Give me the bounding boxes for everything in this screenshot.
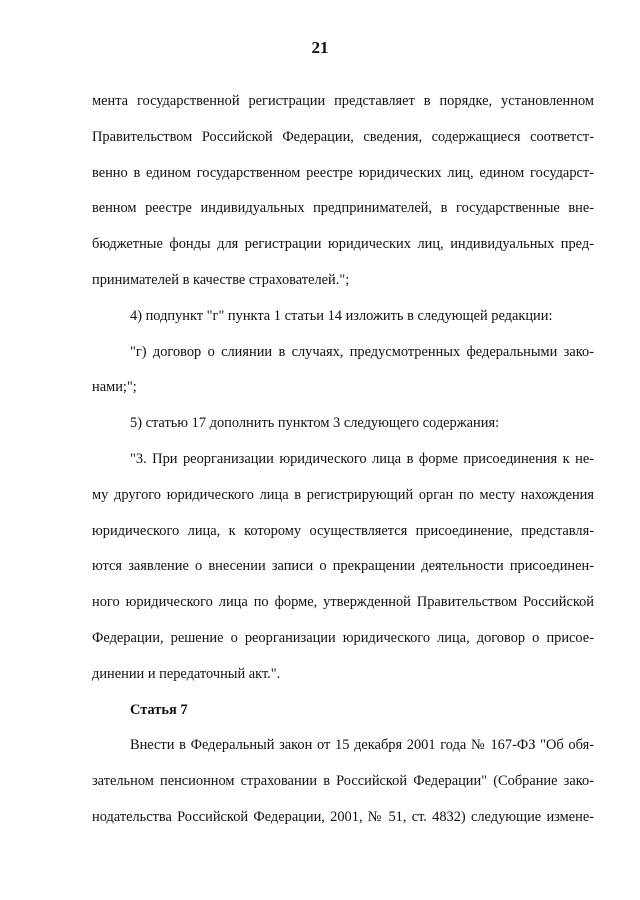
text-line: ются заявление о внесении записи о прекращении деятельности присоединен- xyxy=(92,558,594,575)
document-body xyxy=(92,84,594,836)
text-line: венно в едином государственном реестре юридических лиц, едином государст- xyxy=(92,164,594,181)
text-line: венном реестре индивидуальных предпринимателей, в государственные вне- xyxy=(92,200,594,217)
text-line: Правительством Российской Федерации, сведения, содержащиеся соответст- xyxy=(92,128,594,145)
text-line: нодательства Российской Федерации, 2001, № 51, ст. 4832) следующие измене- xyxy=(92,808,594,825)
text-line: нами;"; xyxy=(92,379,137,396)
page-number: 21 xyxy=(311,38,329,57)
text-line: 4) подпункт "г" пункта 1 статьи 14 изложить в следующей редакции: xyxy=(130,307,553,324)
text-line: юридического лица, к которому осуществляется присоединение, представля- xyxy=(92,522,594,539)
text-line: му другого юридического лица в регистрирующий орган по месту нахождения xyxy=(92,486,594,503)
text-line: "3. При реорганизации юридического лица в форме присоединения к не- xyxy=(130,450,594,467)
text-line: мента государственной регистрации представляет в порядке, установленном xyxy=(92,93,594,109)
text-line: принимателей в качестве страхователей."; xyxy=(92,271,350,288)
text-line: 5) статью 17 дополнить пунктом 3 следующего содержания: xyxy=(130,415,500,432)
text-line: ного юридического лица по форме, утвержденной Правительством Российской xyxy=(92,594,594,611)
text-line: бюджетные фонды для регистрации юридических лиц, индивидуальных пред- xyxy=(92,236,594,253)
text-line: Федерации, решение о реорганизации юридического лица, договор о присое- xyxy=(92,629,594,646)
text-line: зательном пенсионном страховании в Российской Федерации" (Собрание зако- xyxy=(92,773,594,790)
text-line: Внести в Федеральный закон от 15 декабря 2001 года № 167-ФЗ "Об обя- xyxy=(130,737,594,754)
text-line: "г) договор о слиянии в случаях, предусмотренных федеральными зако- xyxy=(130,343,594,360)
text-line: динении и передаточный акт.". xyxy=(92,665,281,682)
article-heading: Статья 7 xyxy=(130,701,188,718)
